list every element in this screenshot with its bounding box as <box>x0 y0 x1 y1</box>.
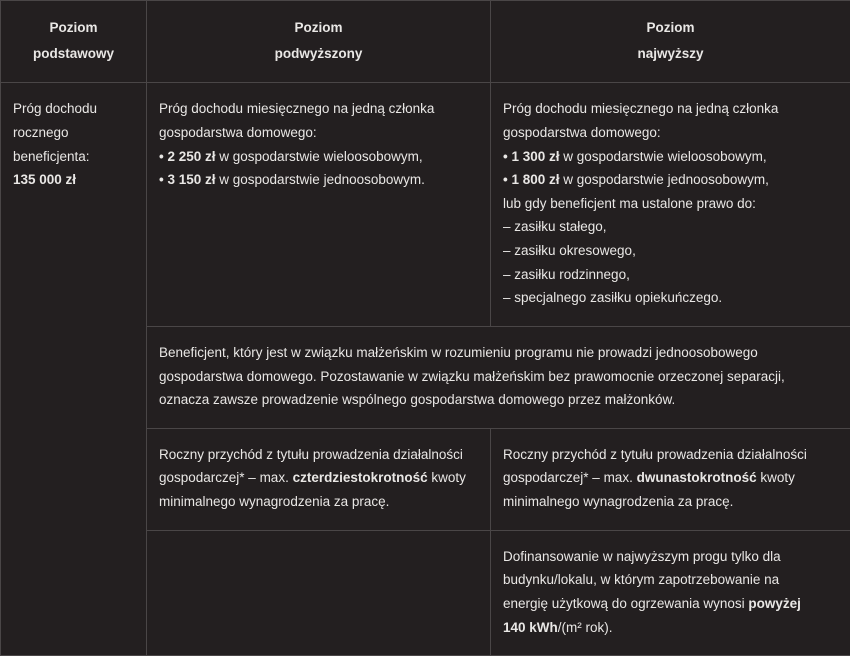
cell-basic-income-threshold <box>1 83 147 656</box>
column-header-highest <box>491 1 850 83</box>
highest-threshold-intro1: Próg dochodu miesięcznego na jedną członka <box>503 97 838 121</box>
table-row-income-threshold <box>1 83 850 327</box>
column-header-highest-line2: najwyższy <box>503 41 838 67</box>
highest-bullet-1-rest: w gospodarstwie wieloosobowym, <box>560 149 767 164</box>
marriage-note-line2: gospodarstwa domowego. Pozostawanie w związku małżeńskim bez prawomocnie orzeczonej separacji, <box>159 365 838 389</box>
column-header-raised-line2: podwyższony <box>159 41 478 67</box>
highest-benefit-item-4: – specjalnego zasiłku opiekuńczego. <box>503 286 838 310</box>
column-header-basic <box>1 1 147 83</box>
highest-energy-value: 140 kWh <box>503 620 558 635</box>
highest-threshold-bullet-1 <box>503 145 838 169</box>
basic-threshold-amount: 135 000 zł <box>13 168 134 192</box>
raised-business-line2-post: kwoty <box>428 470 466 485</box>
highest-benefit-item-1: – zasiłku stałego, <box>503 215 838 239</box>
highest-business-multiplier: dwunastokrotność <box>637 470 757 485</box>
column-header-highest-line1: Poziom <box>503 15 838 41</box>
highest-energy-line1: Dofinansowanie w najwyższym progu tylko dla <box>503 545 838 569</box>
raised-bullet-2-rest: w gospodarstwie jednoosobowym. <box>216 172 425 187</box>
cell-highest-income-threshold <box>491 83 850 327</box>
highest-business-line2-post: kwoty <box>757 470 795 485</box>
basic-threshold-line3: beneficjenta: <box>13 145 134 169</box>
cell-raised-income-threshold <box>147 83 491 327</box>
raised-threshold-intro2: gospodarstwa domowego: <box>159 121 478 145</box>
highest-business-line2 <box>503 466 838 490</box>
highest-threshold-or-line: lub gdy beneficjent ma ustalone prawo do: <box>503 192 838 216</box>
column-header-raised <box>147 1 491 83</box>
raised-threshold-bullet-2 <box>159 168 478 192</box>
column-header-basic-line2: podstawowy <box>13 41 134 67</box>
cell-marriage-note <box>147 326 850 428</box>
highest-business-line3: minimalnego wynagrodzenia za pracę. <box>503 490 838 514</box>
highest-benefit-item-3: – zasiłku rodzinnego, <box>503 263 838 287</box>
highest-benefit-item-2: – zasiłku okresowego, <box>503 239 838 263</box>
table-body <box>1 83 850 656</box>
highest-business-line2-pre: gospodarczej* – max. <box>503 470 637 485</box>
highest-energy-line3-pre: energię użytkową do ogrzewania wynosi <box>503 596 748 611</box>
raised-business-line2-pre: gospodarczej* – max. <box>159 470 293 485</box>
marriage-note-line1: Beneficjent, który jest w związku małżeńskim w rozumieniu programu nie prowadzi jednoosobowego <box>159 341 838 365</box>
highest-bullet-2-amount: • 1 800 zł <box>503 172 560 187</box>
raised-bullet-1-rest: w gospodarstwie wieloosobowym, <box>216 149 423 164</box>
highest-energy-line3 <box>503 592 838 616</box>
raised-threshold-bullet-1 <box>159 145 478 169</box>
highest-bullet-2-rest: w gospodarstwie jednoosobowym, <box>560 172 769 187</box>
highest-energy-threshold-word: powyżej <box>748 596 801 611</box>
highest-energy-line4 <box>503 616 838 640</box>
cell-highest-energy-requirement <box>491 530 850 656</box>
raised-bullet-2-amount: • 3 150 zł <box>159 172 216 187</box>
marriage-note-line3: oznacza zawsze prowadzenie wspólnego gospodarstwa domowego przez małżonków. <box>159 388 838 412</box>
highest-energy-unit: /(m² rok). <box>558 620 613 635</box>
highest-bullet-1-amount: • 1 300 zł <box>503 149 560 164</box>
raised-business-line3: minimalnego wynagrodzenia za pracę. <box>159 490 478 514</box>
highest-threshold-bullet-2 <box>503 168 838 192</box>
column-header-basic-line1: Poziom <box>13 15 134 41</box>
table-header <box>1 1 850 83</box>
highest-energy-line2: budynku/lokalu, w którym zapotrzebowanie na <box>503 568 838 592</box>
cell-highest-business-income <box>491 428 850 530</box>
basic-threshold-line2: rocznego <box>13 121 134 145</box>
raised-business-multiplier: czterdziestokrotność <box>293 470 428 485</box>
cell-raised-business-income <box>147 428 491 530</box>
raised-business-line2 <box>159 466 478 490</box>
basic-threshold-line1: Próg dochodu <box>13 97 134 121</box>
raised-threshold-intro1: Próg dochodu miesięcznego na jedną członka <box>159 97 478 121</box>
raised-business-line1: Roczny przychód z tytułu prowadzenia działalności <box>159 443 478 467</box>
table-header-row <box>1 1 850 83</box>
cell-raised-energy-empty <box>147 530 491 656</box>
raised-bullet-1-amount: • 2 250 zł <box>159 149 216 164</box>
highest-business-line1: Roczny przychód z tytułu prowadzenia działalności <box>503 443 838 467</box>
highest-threshold-intro2: gospodarstwa domowego: <box>503 121 838 145</box>
column-header-raised-line1: Poziom <box>159 15 478 41</box>
